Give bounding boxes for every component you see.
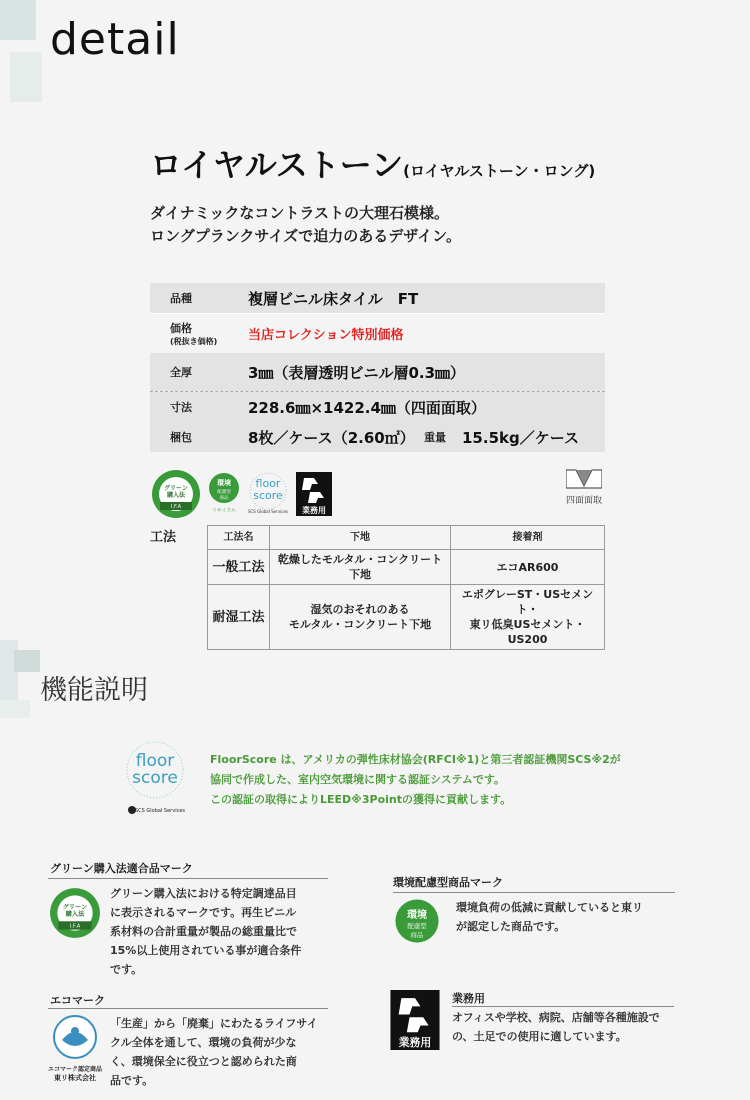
floorscore-line: 協同で作成した、室内空気環境に関する認証システムです。 [210,773,506,786]
divider [393,892,675,893]
bevel-edge-label: 四面面取 [565,496,602,506]
spec-label: 寸法 [170,401,192,414]
table-cell: 耐湿工法 [208,585,270,650]
spec-table [150,283,605,452]
ecomark-text: 「生産」から「廃棄」にわたるライフサイ クル全体を通して、環境の負荷が少な く、環境保全に役立つと認められた商 品です。 [110,1017,318,1087]
green-purchase-icon [150,468,202,520]
business-title: 業務用 [452,992,485,1005]
spec-value: 3㎜（表層透明ビニル層0.3㎜） [248,363,466,382]
table-cell: 湿気のおそれのある モルタル・コンクリート下地 [270,585,451,650]
spec-value: 228.6㎜×1422.4㎜（四面面取） [248,398,486,417]
svg-text:購入法: 購入法 [166,492,186,499]
floorscore-description [210,750,621,810]
table-cell: エコAR600 [451,550,605,585]
spec-row-thickness [150,353,605,391]
eco-mark-title: 環境配慮型商品マーク [393,876,503,889]
table-cell: 一般工法 [208,550,270,585]
svg-text:環境: 環境 [406,910,428,922]
svg-text:SCS Global Services: SCS Global Services [134,808,186,814]
divider [48,878,328,879]
svg-text:業務用: 業務用 [398,1035,432,1049]
divider [452,1006,674,1007]
eco-mark-text: 環境負荷の低減に貢献していると東リ が認定した商品です。 [456,901,643,933]
method-table [207,525,605,650]
certification-icons [150,468,332,520]
green-mark-title: グリーン購入法適合品マーク [50,862,193,875]
business-use-icon [296,472,332,516]
business-text: オフィスや学校、病院、店舗等各種施設で の、土足での使用に適しています。 [452,1011,660,1043]
table-header-row [208,526,605,550]
svg-text:環境: 環境 [217,479,231,487]
product-description [150,202,461,248]
spec-label: 梱包 [170,431,192,444]
spec-row-type [150,283,605,313]
floorscore-logo [120,738,190,822]
table-cell: エポグレーST・USセメント・ 東リ低臭USセメント・US200 [451,585,605,650]
product-subtitle: (ロイヤルストーン・ロング) [403,162,596,180]
spec-row-size [150,392,605,422]
spec-row-price [150,313,605,353]
green-mark-text: グリーン購入法における特定調達品目 に表示されるマークです。再生ビニル 系材料の合計重量が製品の総重量比で 15%以上使用されている事が適合条件 です。 [110,887,302,976]
svg-text:score: score [132,768,178,788]
floorscore-line: FloorScore は、アメリカの弾性床材協会(RFCI※1)と第三者認証機関SCS※2が [210,753,621,766]
table-row [208,550,605,585]
product-name: ロイヤルストーン [150,146,404,184]
table-cell: 乾燥したモルタル・コンクリート下地 [270,550,451,585]
decor-block [10,52,42,102]
table-header: 接着剤 [451,526,605,550]
spec-value: 8枚／ケース（2.60㎡） [248,428,415,447]
decor-block [0,0,36,40]
ecomark-icon [44,1014,106,1083]
svg-text:score: score [253,489,283,502]
business-use-icon [390,990,440,1054]
decor-block [0,700,30,718]
table-row [208,585,605,650]
floorscore-line: この認証の取得によりLEED※3Pointの獲得に貢献します。 [210,793,512,806]
description-line: ロングプランクサイズで迫力のあるデザイン。 [150,227,461,245]
svg-text:グリーン: グリーン [62,903,88,911]
ecomark-title: エコマーク [50,994,105,1007]
method-label: 工法 [150,530,177,545]
eco-product-icon [208,472,240,516]
decor-block [14,650,40,672]
description-line: ダイナミックなコントラストの大理石模様。 [150,204,449,222]
svg-text:floor: floor [255,477,281,490]
spec-label: 重量 [424,431,446,444]
spec-value: 複層ビニル床タイル FT [248,289,419,308]
svg-text:配慮型: 配慮型 [407,922,427,931]
price-value: 当店コレクション特別価格 [248,328,404,343]
table-header: 下地 [270,526,451,550]
svg-text:業務用: 業務用 [302,506,326,515]
floorscore-icon [246,471,290,517]
svg-text:配慮型: 配慮型 [217,490,231,495]
svg-text:グリーン: グリーン [164,485,188,492]
bevel-edge-icon [562,468,606,506]
spec-label: 品種 [170,292,192,305]
spec-row-pack [150,422,605,452]
table-header: 工法名 [208,526,270,550]
svg-text:商品: 商品 [219,496,229,501]
ecomark-caption: 東リ株式会社 [54,1074,96,1082]
divider [48,1008,328,1009]
svg-text:SCS Global Services: SCS Global Services [247,509,289,514]
green-purchase-icon [48,886,102,944]
svg-text:商品: 商品 [410,930,424,939]
ecomark-caption: エコマーク認定商品 [47,1066,102,1073]
svg-text:I.F.A: I.F.A [69,923,81,930]
spec-label: 全厚 [170,366,192,379]
spec-label: 価格 (税抜き価格) [170,322,218,346]
section-heading: 機能説明 [40,675,148,706]
spec-value: 15.5kg／ケース [462,428,579,447]
svg-text:リサイクル: リサイクル [211,508,237,514]
product-title [150,140,595,186]
svg-text:I.F.A: I.F.A [170,504,182,510]
svg-text:購入法: 購入法 [65,911,85,919]
svg-text:floor: floor [135,751,175,771]
page-heading: detail [50,14,180,65]
eco-product-icon [394,898,440,948]
